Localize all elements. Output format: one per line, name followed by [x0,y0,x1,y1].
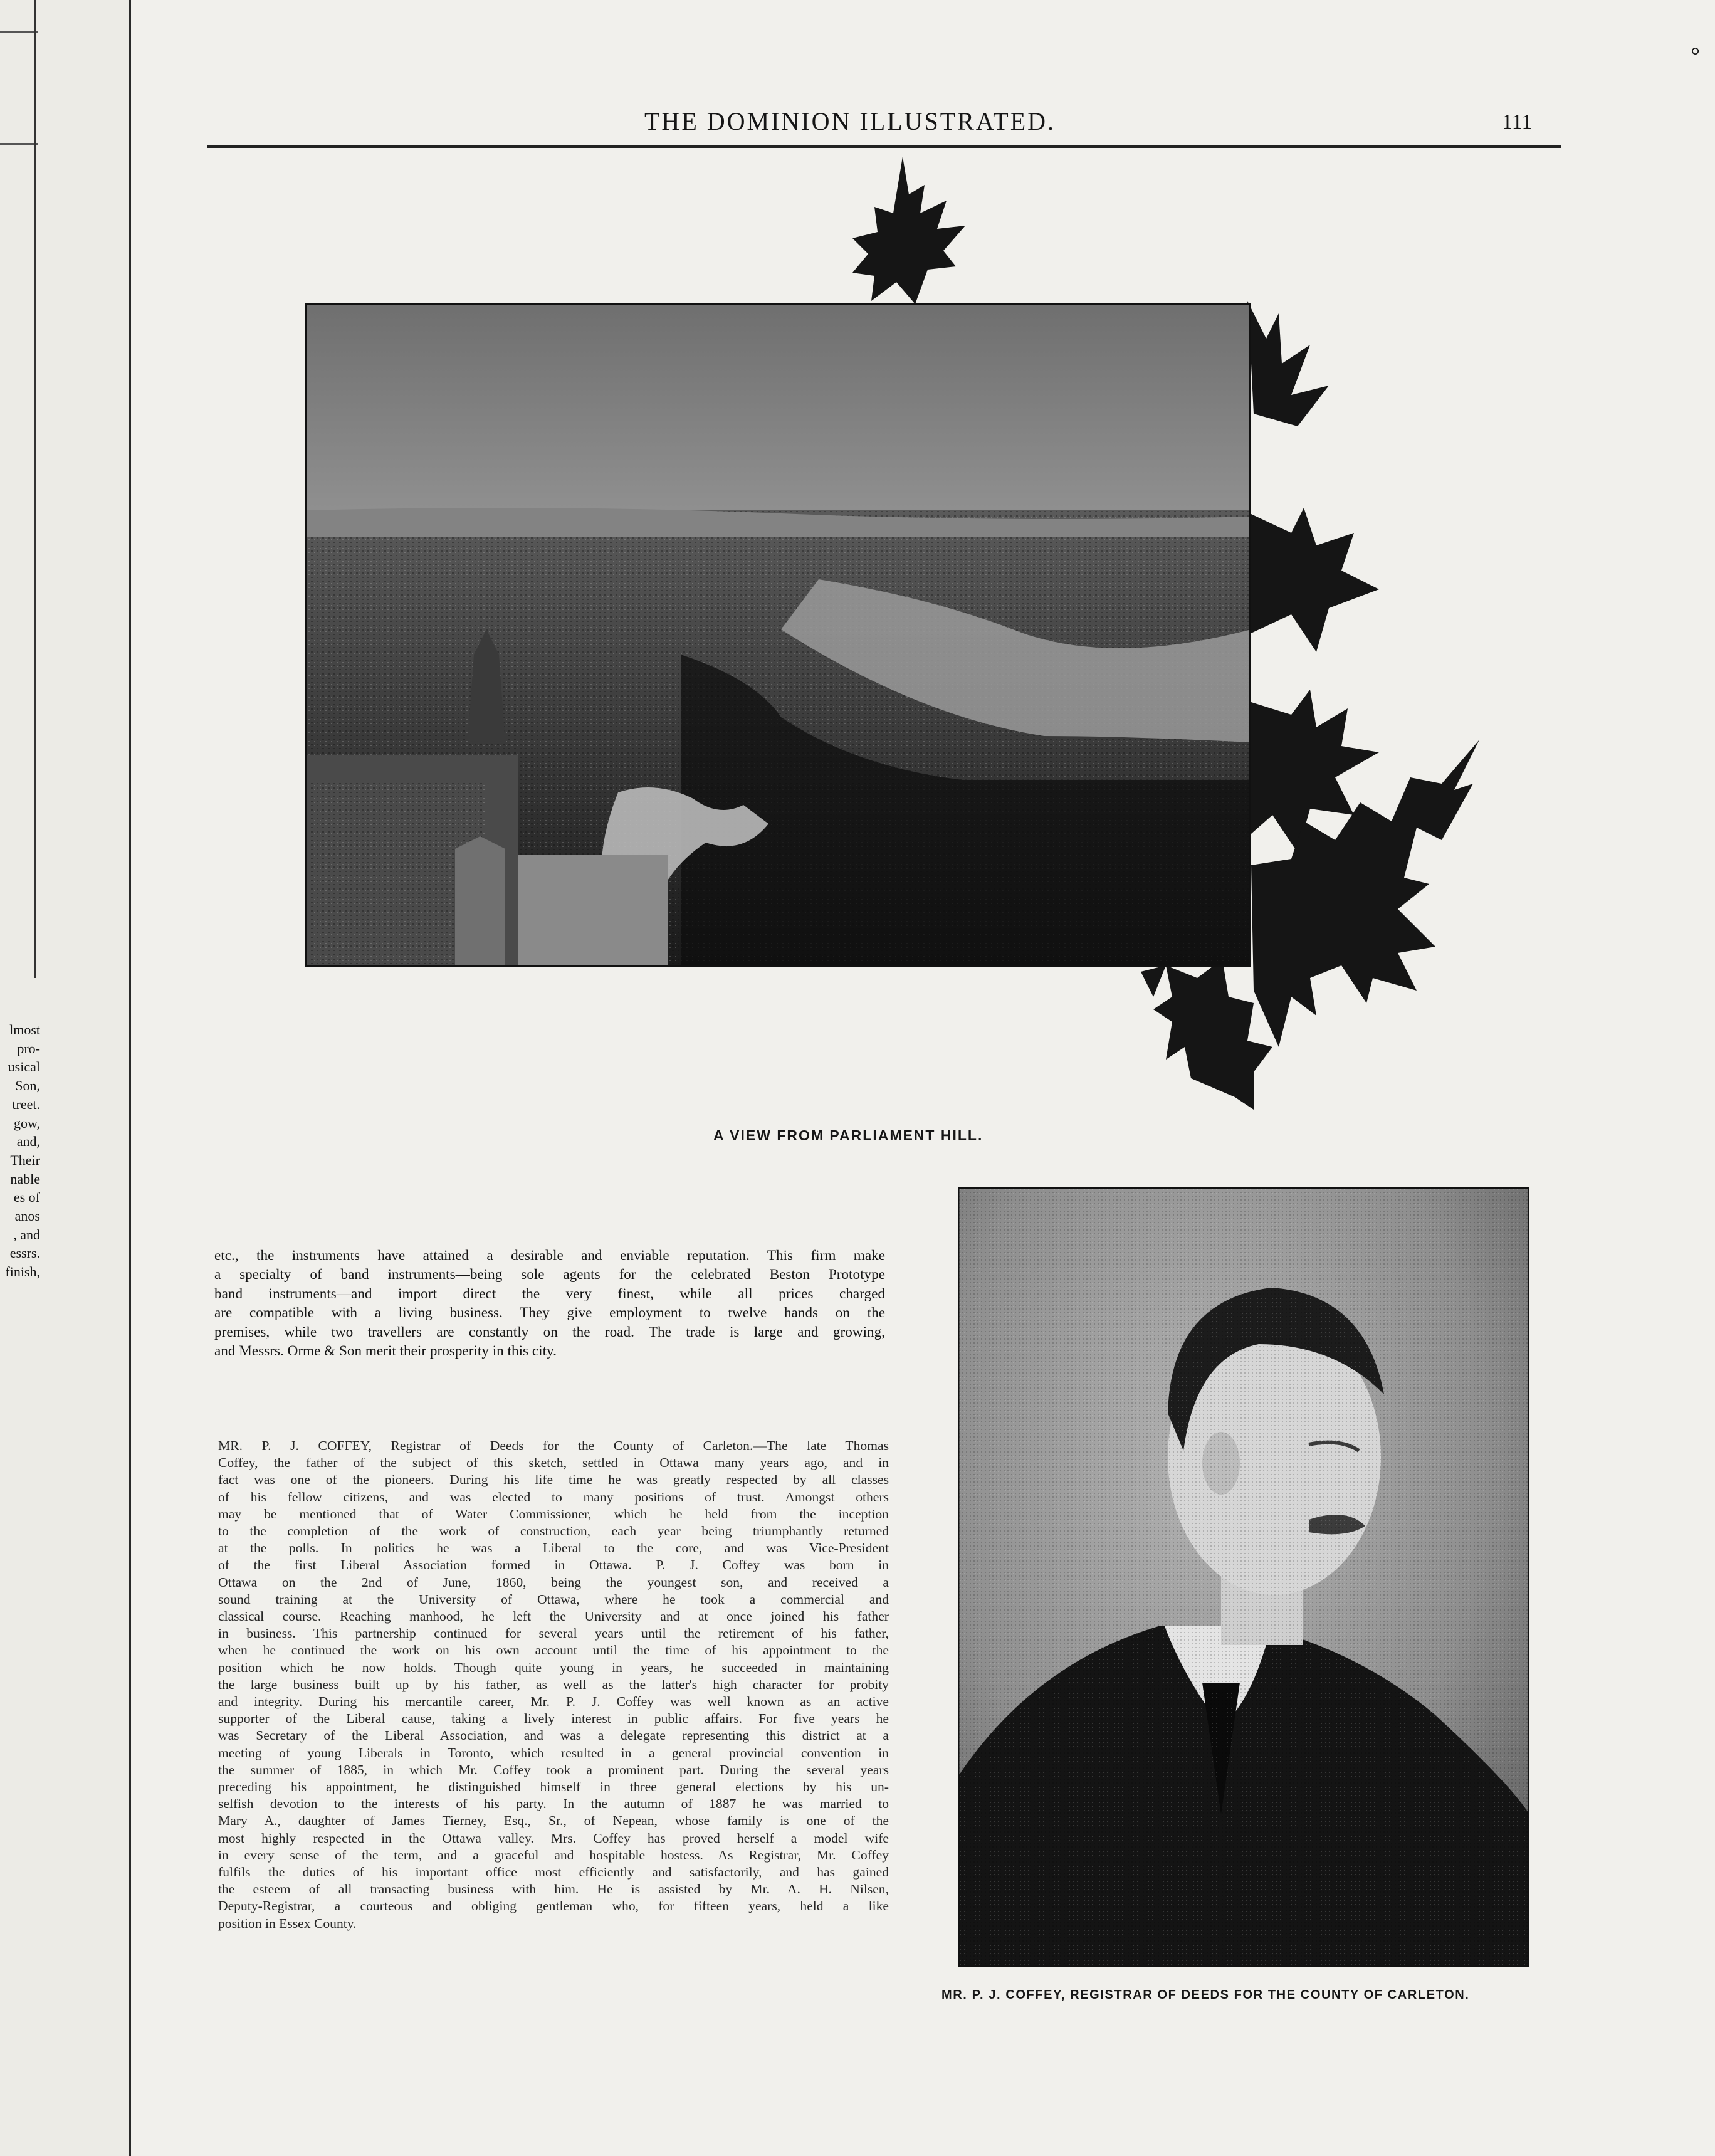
text-line: supporter of the Liberal cause, taking a lively interest in public affairs. For five years he [218,1711,889,1727]
text-line: the large business built up by his father, as well as the latter's high character for probity [218,1676,889,1692]
text-line: preceding his appointment, he distinguished himself in three general elections by his un- [218,1779,889,1795]
text-line: meeting of young Liberals in Toronto, which resulted in a general provincial convention in [218,1745,889,1760]
text-line: Mary A., daughter of James Tierney, Esq., Sr., of Nepean, whose family is one of the [218,1813,889,1829]
text-line: in every sense of the term, and a graceful and hospitable hostess. As Registrar, Mr. Coffey [218,1847,889,1863]
text-line: in business. This partnership continued for several years until the retirement of his father, [218,1626,889,1641]
previous-page-fragment: Son, [15,1078,40,1094]
text-line: when he continued the work on his own account until the time of his appointment to the [218,1643,889,1658]
business-paragraph [214,1246,885,1360]
text-line: was Secretary of the Liberal Association, and was a delegate representing this district at a [218,1728,889,1743]
parliament-hill-view-photo [305,303,1251,967]
text-line: fact was one of the pioneers. During his life time he was greatly respected by all classes [218,1472,889,1488]
previous-page-text [0,1021,40,1281]
text-line: to the completion of the work of construction, each year being triumphantly returned [218,1523,889,1539]
text-line: fulfils the duties of his important office most efficiently and satisfactorily, and has gained [218,1864,889,1880]
text-line: the esteem of all transacting business with him. He is assisted by Mr. A. H. Nilsen, [218,1881,889,1897]
text-line: and Messrs. Orme & Son merit their prosperity in this city. [214,1343,557,1360]
biography-paragraph [218,1438,889,1932]
text-line: MR. P. J. COFFEY, Registrar of Deeds for the County of Carleton.—The late Thomas [218,1438,889,1453]
text-line: premises, while two travellers are constantly on the road. The trade is large and growing, [214,1323,885,1340]
page-number: 111 [1502,110,1533,134]
text-line: a specialty of band instruments—being sole agents for the celebrated Beston Prototype [214,1266,885,1283]
text-line: may be mentioned that of Water Commissioner, which he held from the inception [218,1506,889,1522]
previous-page-column-rule [34,0,36,978]
photo-caption: A VIEW FROM PARLIAMENT HILL. [713,1127,983,1144]
text-line: classical course. Reaching manhood, he left the University and at once joined his father [218,1609,889,1624]
previous-page-fragment: gow, [14,1115,40,1131]
scan-mark: ⸰ [1690,41,1701,62]
text-line: the summer of 1885, in which Mr. Coffey took a prominent part. During the several years [218,1762,889,1777]
previous-page-rule [0,143,38,145]
text-line: at the polls. In politics he was a Liberal to the core, and was Vice-President [218,1540,889,1556]
previous-page-fragment: lmost [9,1022,40,1038]
page-title: THE DOMINION ILLUSTRATED. [644,107,1056,135]
header-rule [207,145,1561,148]
text-line: are compatible with a living business. They give employment to twelve hands on the [214,1305,885,1322]
previous-page-fragment: anos [14,1208,40,1224]
text-line: and integrity. During his mercantile career, Mr. P. J. Coffey was well known as an active [218,1694,889,1710]
coffey-portrait-photo [958,1187,1529,1967]
text-line: band instruments—and import direct the very finest, while all prices charged [214,1285,885,1302]
previous-page-fragment: usical [8,1059,40,1075]
text-line: position which he now holds. Though quite young in years, he succeeded in maintaining [218,1659,889,1675]
previous-page-fragment: finish, [5,1264,40,1280]
text-line: of his fellow citizens, and was elected to many positions of trust. Amongst others [218,1489,889,1505]
previous-page-fragment: treet. [12,1096,40,1112]
previous-page-fragment: essrs. [9,1245,40,1261]
text-line: of the first Liberal Association formed in Ottawa. P. J. Coffey was born in [218,1557,889,1573]
photo-caption: MR. P. J. COFFEY, REGISTRAR OF DEEDS FOR THE COUNTY OF CARLETON. [941,1988,1470,2002]
previous-page-fragment: and, [16,1133,40,1150]
text-line: Coffey, the father of the subject of this sketch, settled in Ottawa many years ago, and in [218,1455,889,1471]
previous-page-fragment: , and [13,1226,40,1243]
previous-page-fragment: Their [10,1152,40,1168]
text-line: Ottawa on the 2nd of June, 1860, being the youngest son, and received a [218,1574,889,1590]
text-line: sound training at the University of Ottawa, where he took a commercial and [218,1591,889,1607]
previous-page-rule [0,31,38,33]
previous-page-fragment: pro- [17,1040,40,1056]
text-line: etc., the instruments have attained a desirable and enviable reputation. This firm make [214,1248,885,1264]
text-line: selfish devotion to the interests of his party. In the autumn of 1887 he was married to [218,1796,889,1812]
previous-page-fragment: es of [13,1189,40,1206]
text-line: most highly respected in the Ottawa valley. Mrs. Coffey has proved herself a model wife [218,1830,889,1846]
text-line: Deputy-Registrar, a courteous and obliging gentleman who, for fifteen years, held a like [218,1898,889,1914]
text-line: position in Essex County. [218,1915,357,1931]
previous-page-fragment: nable [10,1170,40,1187]
